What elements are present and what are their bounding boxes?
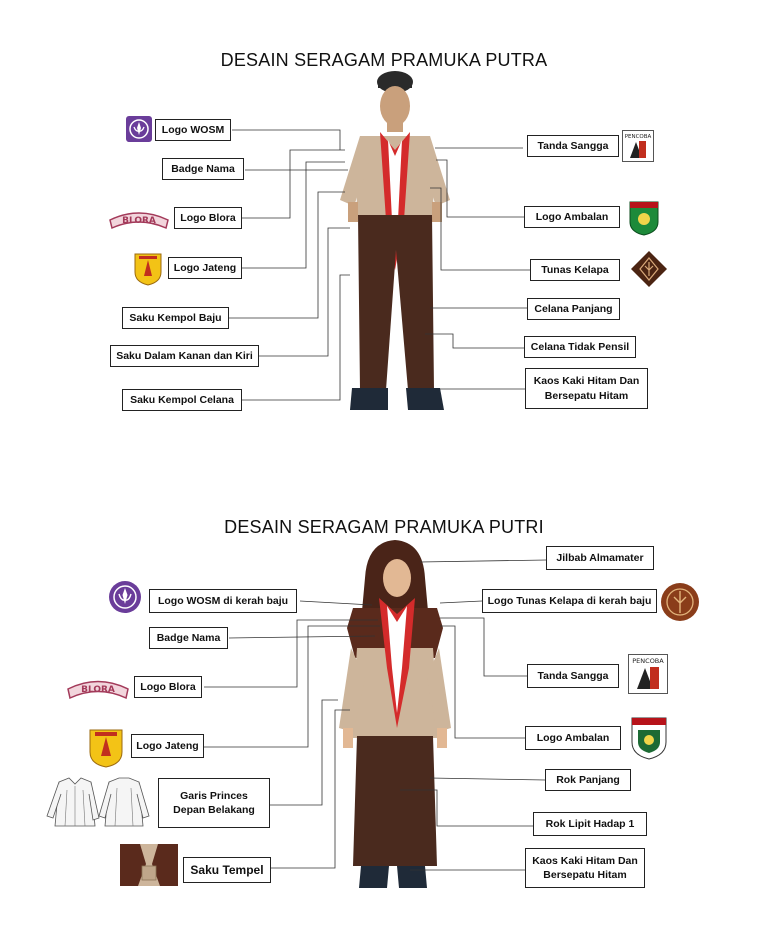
svg-text:PENCOBA: PENCOBA — [632, 657, 664, 665]
tanda-sangga-icon — [628, 654, 668, 694]
label-logo-jateng: Logo Jateng — [168, 257, 242, 279]
svg-text:PENCOBA: PENCOBA — [624, 134, 652, 140]
label-tanda-sangga: Tanda Sangga — [527, 135, 619, 157]
ambalan-logo-icon — [630, 716, 668, 760]
label-rok-panjang: Rok Panjang — [545, 769, 631, 791]
svg-text:BLORA: BLORA — [81, 685, 115, 695]
label-rok-lipit: Rok Lipit Hadap 1 — [533, 812, 647, 836]
tanda-sangga-icon — [622, 130, 654, 162]
label-logo-blora-putri: Logo Blora — [134, 676, 202, 698]
tunas-kelapa-icon — [660, 582, 700, 622]
label-kaos-kaki: Kaos Kaki Hitam Dan Bersepatu Hitam — [525, 368, 648, 409]
label-saku-tempel: Saku Tempel — [183, 857, 271, 883]
label-saku-kempol-baju: Saku Kempol Baju — [122, 307, 229, 329]
label-garis-princes: Garis Princes Depan Belakang — [158, 778, 270, 828]
svg-text:BLORA: BLORA — [122, 216, 156, 226]
label-kaos-kaki-putri: Kaos Kaki Hitam Dan Bersepatu Hitam — [525, 848, 645, 888]
label-logo-tunas-kerah: Logo Tunas Kelapa di kerah baju — [482, 589, 657, 613]
label-logo-ambalan: Logo Ambalan — [524, 206, 620, 228]
label-saku-kempol-celana: Saku Kempol Celana — [122, 389, 242, 411]
label-tanda-sangga-putri: Tanda Sangga — [527, 664, 619, 688]
label-logo-jateng-putri: Logo Jateng — [131, 734, 204, 758]
wosm-logo-icon — [108, 580, 142, 614]
label-logo-ambalan-putri: Logo Ambalan — [525, 726, 621, 750]
label-badge-nama-putri: Badge Nama — [149, 627, 228, 649]
label-logo-wosm: Logo WOSM — [155, 119, 231, 141]
label-celana-tidak-pensil: Celana Tidak Pensil — [524, 336, 636, 358]
jateng-logo-icon — [133, 252, 163, 286]
ambalan-logo-icon — [628, 200, 660, 236]
wosm-logo-icon — [126, 116, 152, 142]
jateng-logo-icon — [88, 728, 124, 768]
blora-logo-icon — [108, 206, 170, 230]
girl-figure — [335, 538, 455, 898]
putra-title: DESAIN SERAGAM PRAMUKA PUTRA — [220, 50, 548, 70]
boy-figure — [330, 70, 460, 420]
putri-title: DESAIN SERAGAM PRAMUKA PUTRI — [224, 517, 544, 537]
label-celana-panjang: Celana Panjang — [527, 298, 620, 320]
label-badge-nama: Badge Nama — [162, 158, 244, 180]
tunas-kelapa-icon — [630, 250, 668, 288]
blora-logo-icon — [66, 674, 130, 700]
blouse-sketch-icon — [45, 776, 155, 832]
label-saku-dalam: Saku Dalam Kanan dan Kiri — [110, 345, 259, 367]
label-tunas-kelapa: Tunas Kelapa — [530, 259, 620, 281]
label-jilbab: Jilbab Almamater — [546, 546, 654, 570]
saku-tempel-photo-icon — [120, 844, 178, 886]
label-logo-wosm-kerah: Logo WOSM di kerah baju — [149, 589, 297, 613]
label-logo-blora: Logo Blora — [174, 207, 242, 229]
